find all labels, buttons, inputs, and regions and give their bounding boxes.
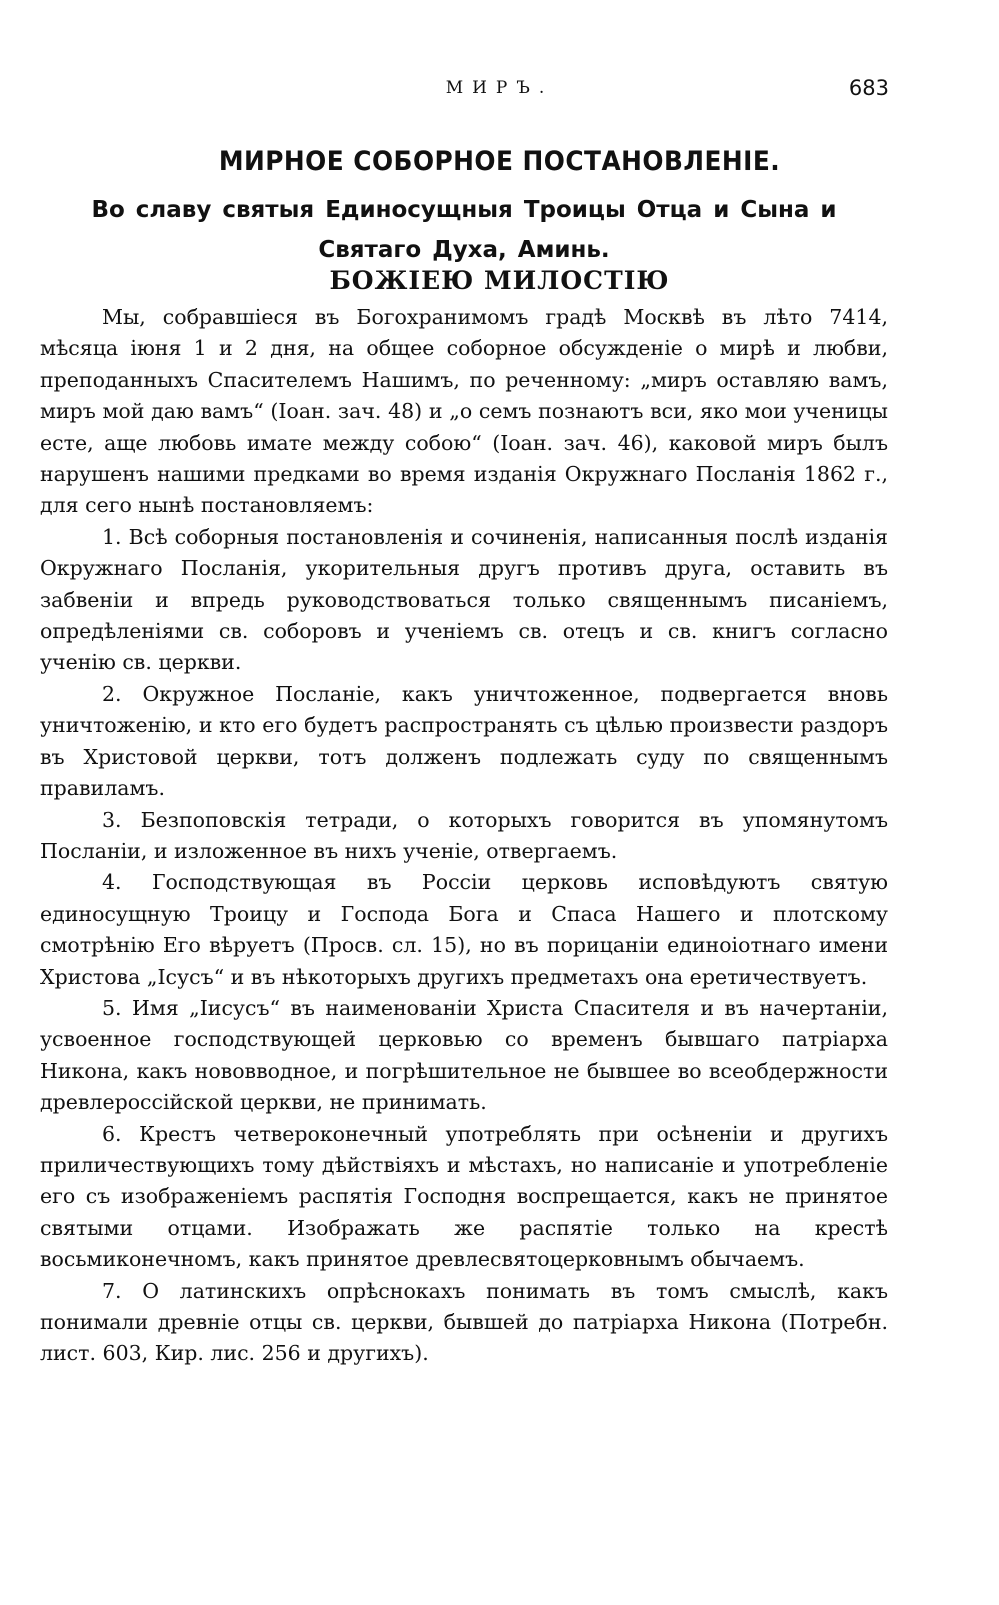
body-text — [40, 302, 888, 1370]
running-head: МИРЪ. — [445, 78, 554, 98]
page-number: 683 — [848, 76, 889, 100]
paragraph-item-5: 5. Имя „Іисусъ“ въ наименованіи Христа Спасителя и въ начертаніи, усвоенное господствующей церковью со временъ бывшаго патріарха Никона, какъ нововводное, и погрѣшительное не бывшее во всеобдержности древлероссійской церкви, не принимать. — [40, 995, 888, 1115]
paragraph-preamble: Мы, собравшіеся въ Богохранимомъ градѣ Москвѣ въ лѣто 7414, мѣсяца іюня 1 и 2 дня, на общее соборное обсужденіе о мирѣ и любви, преподанныхъ Спасителемъ Нашимъ, по реченному: „миръ оставляю вамъ, миръ мой даю вамъ“ (Іоан. зач. 48) и „о семъ познаютъ вси, яко мои ученицы есте, аще любовь имате между собою“ (Іоан. зач. 46), каковой миръ былъ нарушенъ нашими предками во время изданія Окружнаго Посланія 1862 г., для сего нынѣ постановляемъ: — [40, 305, 888, 518]
paragraph-item-3: 3. Безпоповскія тетради, о которыхъ говорится въ упомянутомъ Посланіи, и изложенное въ нихъ ученіе, отвергаемъ. — [40, 807, 888, 863]
paragraph-item-1: 1. Всѣ соборныя постановленія и сочиненія, написанныя послѣ изданія Окружнаго Посланія, укорительныя другъ противъ друга, оставить въ забвеніи и впредь руководствоваться только священнымъ писаніемъ, опредѣленіями св. соборовъ и ученіемъ св. отецъ и св. книгъ согласно ученію св. церкви. — [40, 524, 888, 675]
paragraph-item-2: 2. Окружное Посланіе, какъ уничтоженное, подвергается вновь уничтоженію, и кто его будетъ распространять съ цѣлью произвести раздоръ въ Христовой церкви, тотъ долженъ подлежать суду по священнымъ правиламъ. — [40, 681, 888, 801]
invocation-subtitle: Во славу святыя Единосущныя Троицы Отца и Сына и Святаго Духа, Аминь. — [91, 197, 837, 263]
paragraph-item-7: 7. О латинскихъ опрѣснокахъ понимать въ томъ смыслѣ, какъ понимали древніе отцы св. церкви, бывшей до патріарха Никона (Потребн. лист. 603, Кир. лис. 256 и другихъ). — [40, 1278, 888, 1366]
paragraph-item-6: 6. Крестъ четвероконечный употреблять при осѣненіи и другихъ приличествующихъ тому дѣйствіяхъ и мѣстахъ, но написаніе и употребленіе его съ изображеніемъ распятія Господня воспрещается, какъ не принятое святыми отцами. Изображать же распятіе только на крестѣ восьмиконечномъ, какъ принятое древлесвятоцерковнымъ обычаемъ. — [40, 1121, 888, 1272]
by-grace-heading: БОЖІЕЮ МИЛОСТІЮ — [329, 266, 670, 295]
section-title: МИРНОЕ СОБОРНОЕ ПОСТАНОВЛЕНІЕ. — [218, 146, 781, 177]
paragraph-item-4: 4. Господствующая въ Россіи церковь исповѣдуютъ святую единосущную Троицу и Господа Бога и Спаса Нашего и плотскому смотрѣнію Его вѣруетъ (Просв. сл. 15), но въ порицаніи единоіотнаго имени Христова „Ісусъ“ и въ нѣкоторыхъ другихъ предметахъ она еретичествуетъ. — [40, 870, 888, 989]
